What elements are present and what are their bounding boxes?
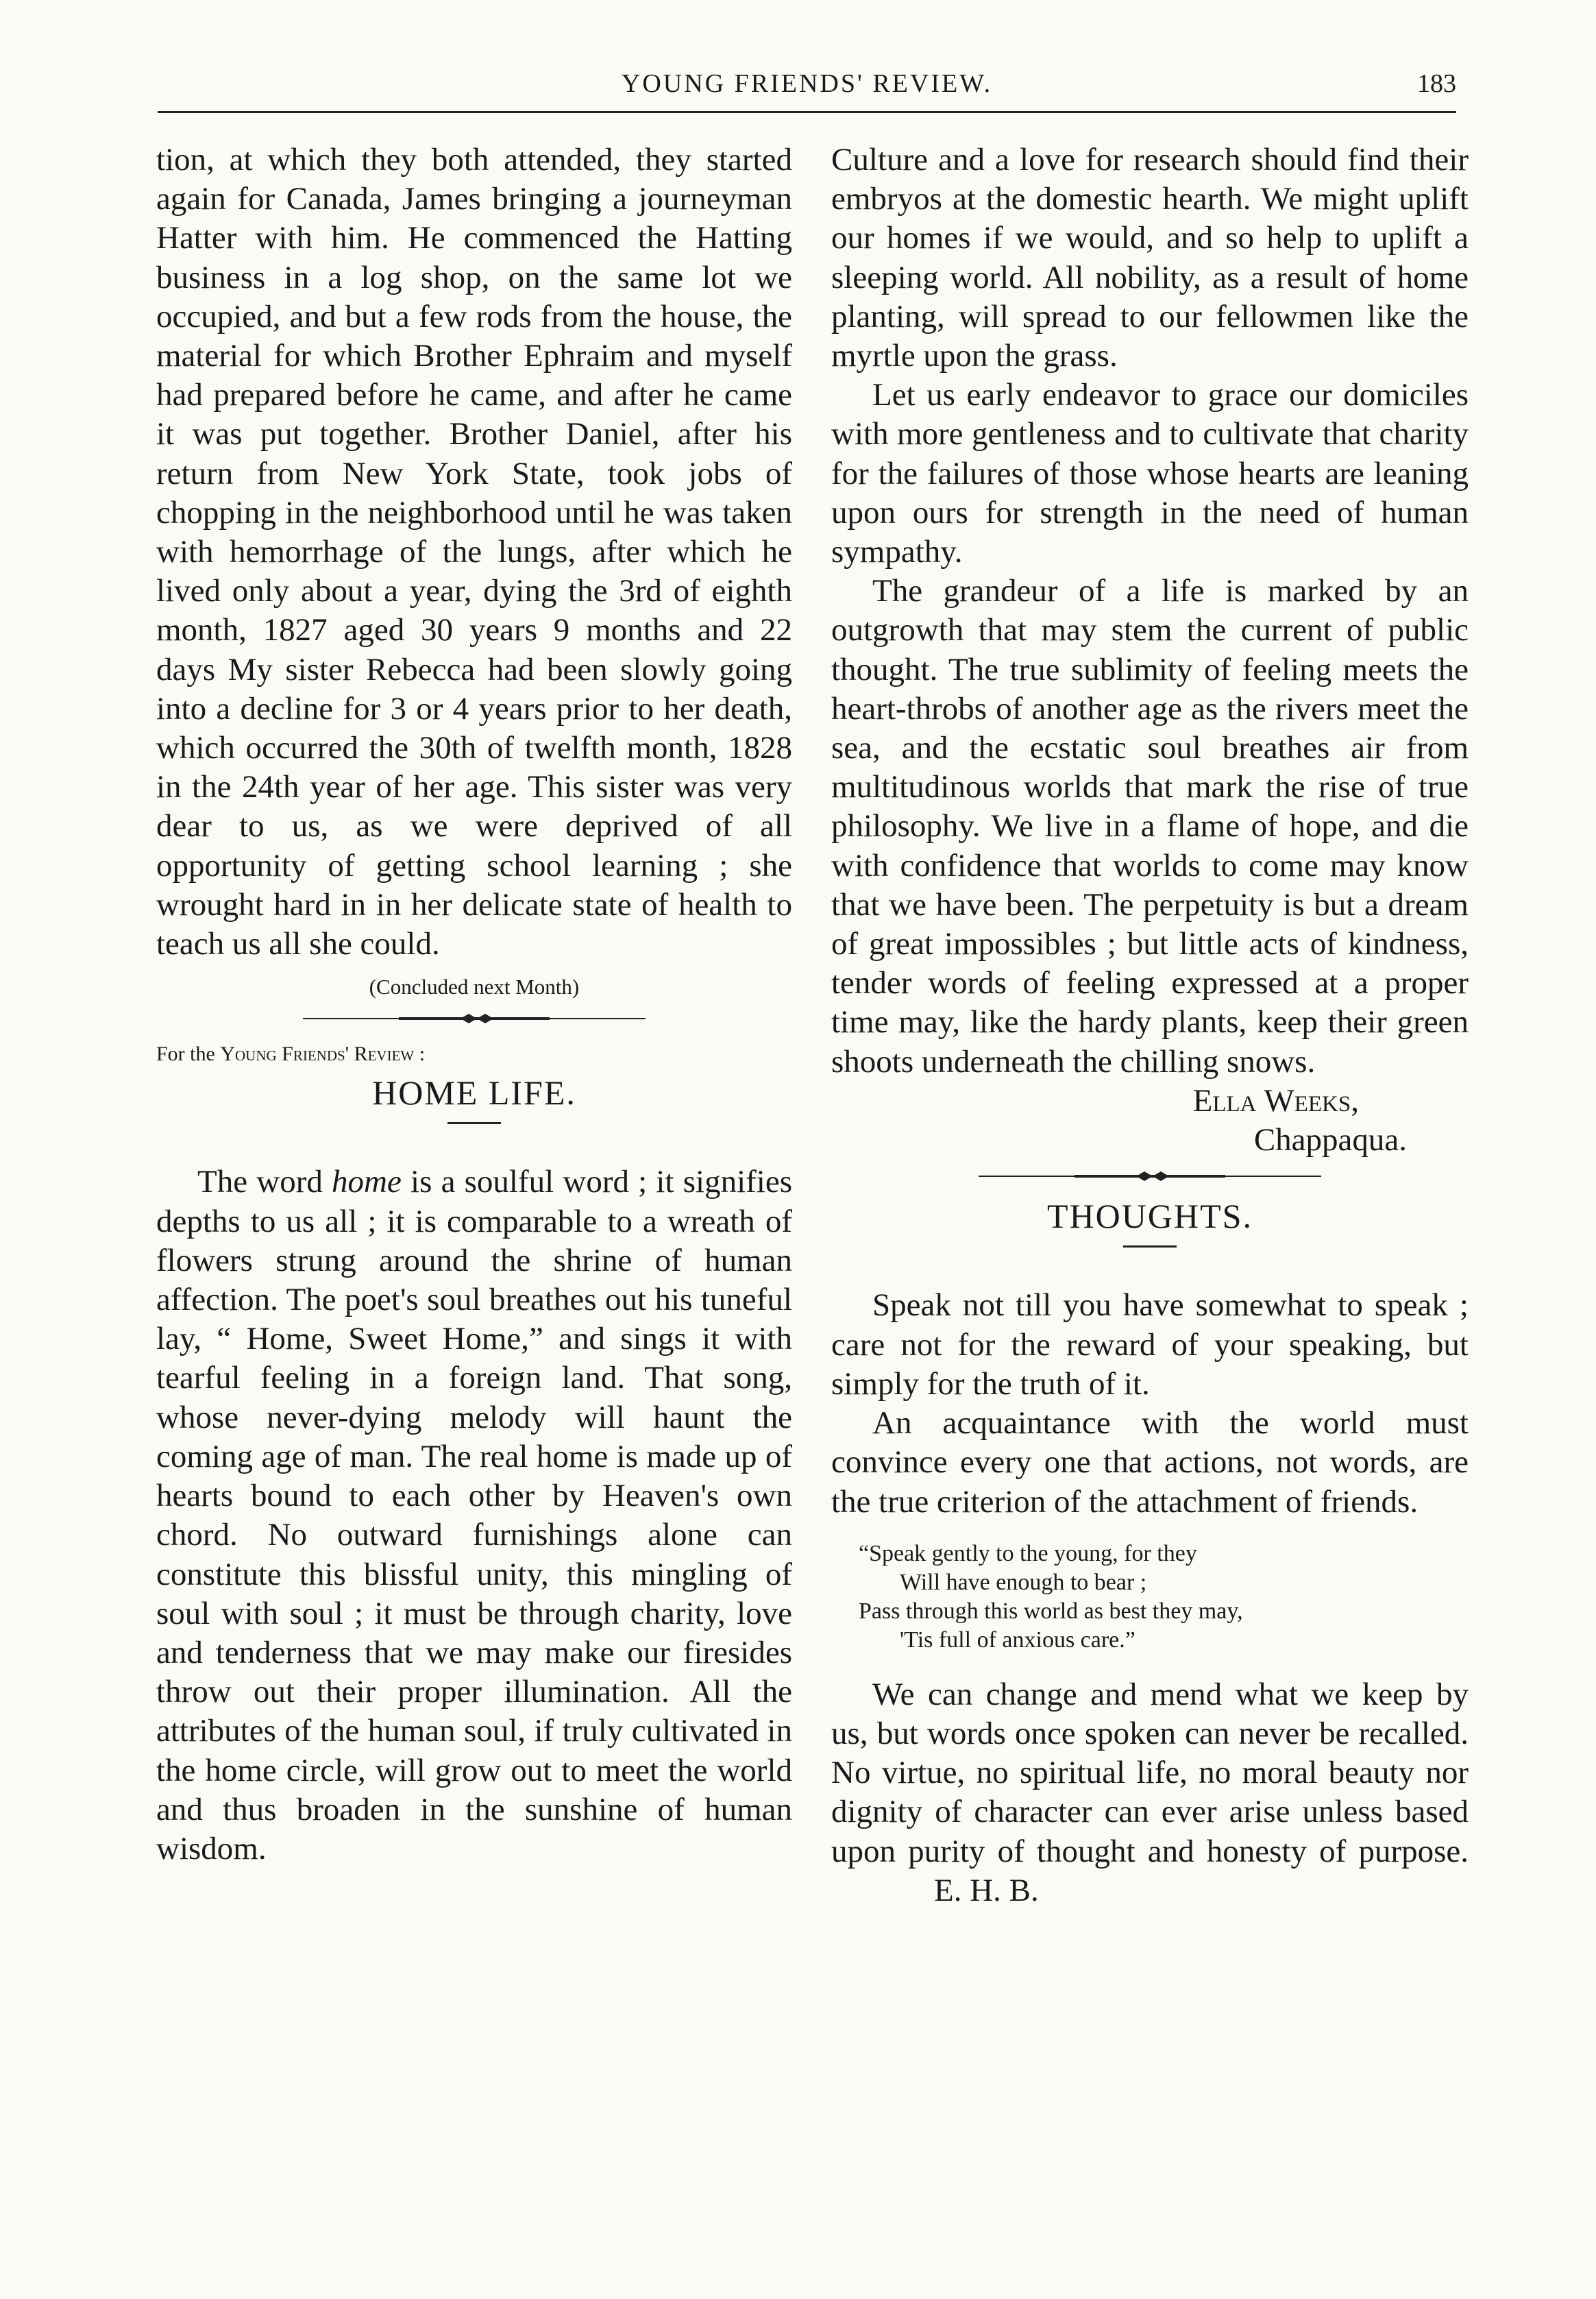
home-life-paragraph-3: The grandeur of a life is marked by an outgrowth that may stem the current of public thought. The true sublimity of feeling meets the heart-throbs of another age as the rivers meet the sea, and the ecstatic soul breathes air from multitudinous worlds that mark the rise of true philosophy. We live in a flame of hope, and die with confidence that worlds to come may know that we have been. The perpetuity is but a dream of great impossibles ; but little acts of kindness, tender words of feeling expressed at a proper time may, like the hardy plants, keep their green shoots underneath the chilling snows. — [831, 573, 1469, 1080]
byline-prefix: For the — [156, 1043, 215, 1066]
thoughts-paragraph-3 — [831, 1675, 1469, 1910]
title-rule — [447, 1122, 501, 1124]
right-column — [831, 141, 1469, 1910]
article-byline — [156, 1039, 792, 1069]
thoughts-paragraph-1: Speak not till you have somewhat to speak ; care not for the reward of your speaking, but simply for the truth of it. — [831, 1287, 1469, 1402]
italic-word-home: home — [332, 1164, 402, 1200]
home-life-paragraph-2: Let us early endeavor to grace our domiciles with more gentleness and to cultivate that charity for the failures of those whose hearts are leaning upon ours for strength in the need of human sympathy. — [831, 377, 1469, 570]
ornamental-divider-icon — [303, 1013, 646, 1024]
title-rule — [1123, 1245, 1177, 1248]
byline-publication: Young Friends' Review — [220, 1043, 415, 1066]
continued-paragraph: tion, at which they both attended, they started again for Canada, James bringing a journeyman Hatter with him. He commenced the Hatting business in a log shop, on the same lot we occupied, and but a few rods from the house, the material for which Brother Ephraim and myself had prepared before he came, and after he came it was put together. Brother Daniel, after his return from New York State, took jobs of chopping in the neighborhood until he was taken with hemorrhage of the lungs, after which he lived only about a year, dying the 3rd of eighth month, 1827 aged 30 years 9 months and 22 days My sister Rebecca had been slowly going into a decline for 3 or 4 years prior to her death, which occurred the 30th of twelfth month, 1828 in the 24th year of her age. This sister was very dear to us, as we were deprived of all opportunity of getting school learning ; she wrought hard in in her delicate state of health to teach us all she could. — [156, 142, 792, 962]
thoughts-paragraph-2: An acquaintance with the world must convince every one that actions, not words, are the true criterion of the attachment of friends. — [831, 1405, 1469, 1520]
poem-line: Will have enough to bear ; — [900, 1569, 1147, 1595]
byline-suffix: : — [419, 1043, 426, 1066]
paragraph-text: The word — [197, 1164, 332, 1200]
home-life-paragraph-1 — [156, 1163, 792, 1869]
home-life-paragraph-1-continued: Culture and a love for research should find their embryos at the domestic hearth. We might uplift our homes if we would, and so help to uplift a sleeping world. All nobility, as a result of home planting, will spread to our fellowmen like the myrtle upon the grass. — [831, 142, 1469, 374]
article-title-home-life: HOME LIFE. — [372, 1073, 576, 1112]
poem-line: 'Tis full of anxious care.” — [900, 1627, 1135, 1653]
poem-quote — [831, 1540, 1469, 1655]
article-title-thoughts: THOUGHTS. — [1047, 1197, 1253, 1236]
page-header — [158, 69, 1456, 117]
concluded-note: (Concluded next Month) — [369, 975, 580, 999]
poem-line: “Speak gently to the young, for they — [859, 1540, 1197, 1566]
thoughts-signature: E. H. B. — [934, 1872, 1039, 1908]
header-rule — [158, 111, 1456, 113]
paragraph-text: We can change and mend what we keep by us, but words once spoken can never be recalled. No virtue, no spiritual life, no moral beauty nor dignity of character can ever arise unless based upon purity of thought and honesty of purpose. — [831, 1676, 1469, 1869]
page-number: 183 — [1417, 69, 1456, 98]
paragraph-text: is a soulful word ; it signifies depths to us all ; it is comparable to a wreath of flowers strung around the shrine of human affection. The poet's soul breathes out his tuneful lay, “ Home, Sweet Home,” and sings it with tearful feeling in a foreign land. That song, whose never-dying melody will haunt the coming age of man. The real home is made up of hearts bound to each other by Heaven's own chord. No outward furnishings alone can constitute this blissful unity, this mingling of soul with soul ; it must be through charity, love and tenderness that we may make our firesides throw out their proper illumination. All the attributes of the human soul, if truly cultivated in the home circle, will grow out to meet the world and thus broaden in the sunshine of human wisdom. — [156, 1164, 792, 1866]
left-column — [156, 141, 792, 1869]
author-place: Chappaqua. — [1253, 1122, 1407, 1158]
poem-line: Pass through this world as best they may, — [859, 1598, 1243, 1624]
author-signature: Ella Weeks, — [1192, 1082, 1359, 1119]
ornamental-divider-icon — [979, 1171, 1321, 1182]
running-title: YOUNG FRIENDS' REVIEW. — [621, 69, 993, 98]
